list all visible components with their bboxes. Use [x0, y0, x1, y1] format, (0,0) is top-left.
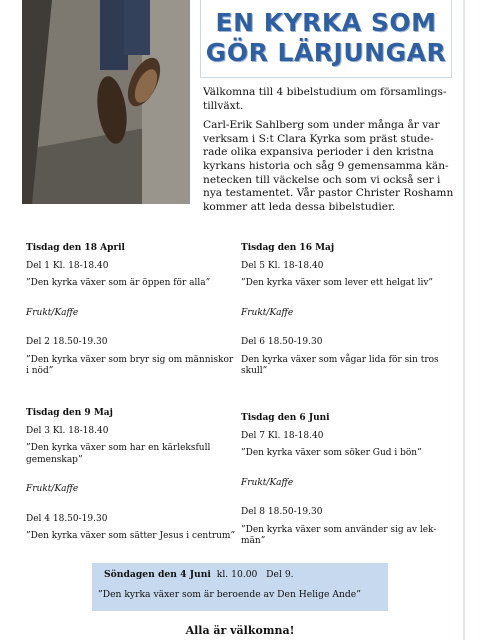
sunday-day: Söndagen den 4 Juni — [104, 569, 211, 580]
session-quote: ”Den kyrka växer som använder sig av lek-män” — [241, 524, 437, 546]
session-quote: ”Den kyrka växer som har en kärleksfull gemenskap” — [26, 443, 211, 465]
session-block-18-april — [26, 243, 236, 396]
title-line-1: EN KYRKA SOM — [215, 8, 437, 37]
sunday-time: kl. 10.00 — [216, 569, 258, 580]
session-day: Tisdag den 18 April — [26, 243, 125, 253]
intro-paragraph-1: Välkomna till 4 bibelstudium om församlings-tillväxt. — [203, 86, 447, 112]
session-part-label: Del 6 18.50-19.30 — [241, 337, 323, 347]
welcome-footer: Alla är välkomna! — [185, 624, 295, 637]
session-quote: ”Den kyrka växer som är öppen för alla” — [26, 278, 211, 288]
session-day: Tisdag den 6 Juni — [241, 413, 330, 423]
session-block-9-maj — [26, 408, 236, 561]
session-break: Frukt/Kaffe — [241, 477, 294, 488]
session-break: Frukt/Kaffe — [26, 484, 79, 494]
session-quote: ”Den kyrka växer som sätter Jesus i centrum” — [26, 531, 236, 541]
session-part-label: Del 4 18.50-19.30 — [26, 513, 108, 524]
intro-paragraph-2: Carl-Erik Sahlberg som under många år var verksam i S:t Clara Kyrka som präst stude-rade olika expansiva perioder i den kristna kyrkans historia och såg 9 gemensamma kän-netecken till väckelse och som vi också ser i nya testamentet. Vår pastor Christer Roshamn kommer att leda dessa bibelstudier. — [203, 119, 454, 213]
session-part-label: Del 3 Kl. 18-18.40 — [26, 425, 109, 436]
intro-text — [203, 86, 455, 220]
sunday-quote: ”Den kyrka växer som är beroende av Den Helige Ande” — [98, 589, 361, 600]
sunday-session-header — [104, 569, 388, 581]
sunday-session-box — [92, 563, 388, 611]
page-right-border — [463, 0, 465, 640]
session-quote: ”Den kyrka växer som bryr sig om människor i nöd” — [26, 354, 234, 376]
session-quote: ”Den kyrka växer som söker Gud i bön” — [241, 448, 422, 458]
session-break: Frukt/Kaffe — [241, 307, 294, 318]
session-day: Tisdag den 16 Maj — [241, 243, 335, 253]
title-line-2: GÖR LÄRJUNGAR — [205, 38, 447, 67]
session-part-label: Del 5 Kl. 18-18.40 — [241, 260, 324, 271]
session-break: Frukt/Kaffe — [26, 307, 79, 318]
session-part-label: Del 8 18.50-19.30 — [241, 507, 323, 517]
session-part-label: Del 1 Kl. 18-18.40 — [26, 260, 109, 271]
session-block-16-maj — [241, 243, 451, 396]
session-part-label: Del 7 Kl. 18-18.40 — [241, 430, 324, 441]
walking-feet-photo — [22, 0, 190, 204]
sunday-part: Del 9. — [266, 569, 294, 580]
session-quote: ”Den kyrka växer som lever ett helgat liv” — [241, 278, 434, 288]
session-quote: Den kyrka växer som vågar lida för sin tros skull” — [241, 354, 439, 376]
title-banner — [200, 0, 452, 78]
session-block-6-juni — [241, 413, 451, 566]
session-day: Tisdag den 9 Maj — [26, 408, 113, 418]
session-part-label: Del 2 18.50-19.30 — [26, 337, 108, 347]
